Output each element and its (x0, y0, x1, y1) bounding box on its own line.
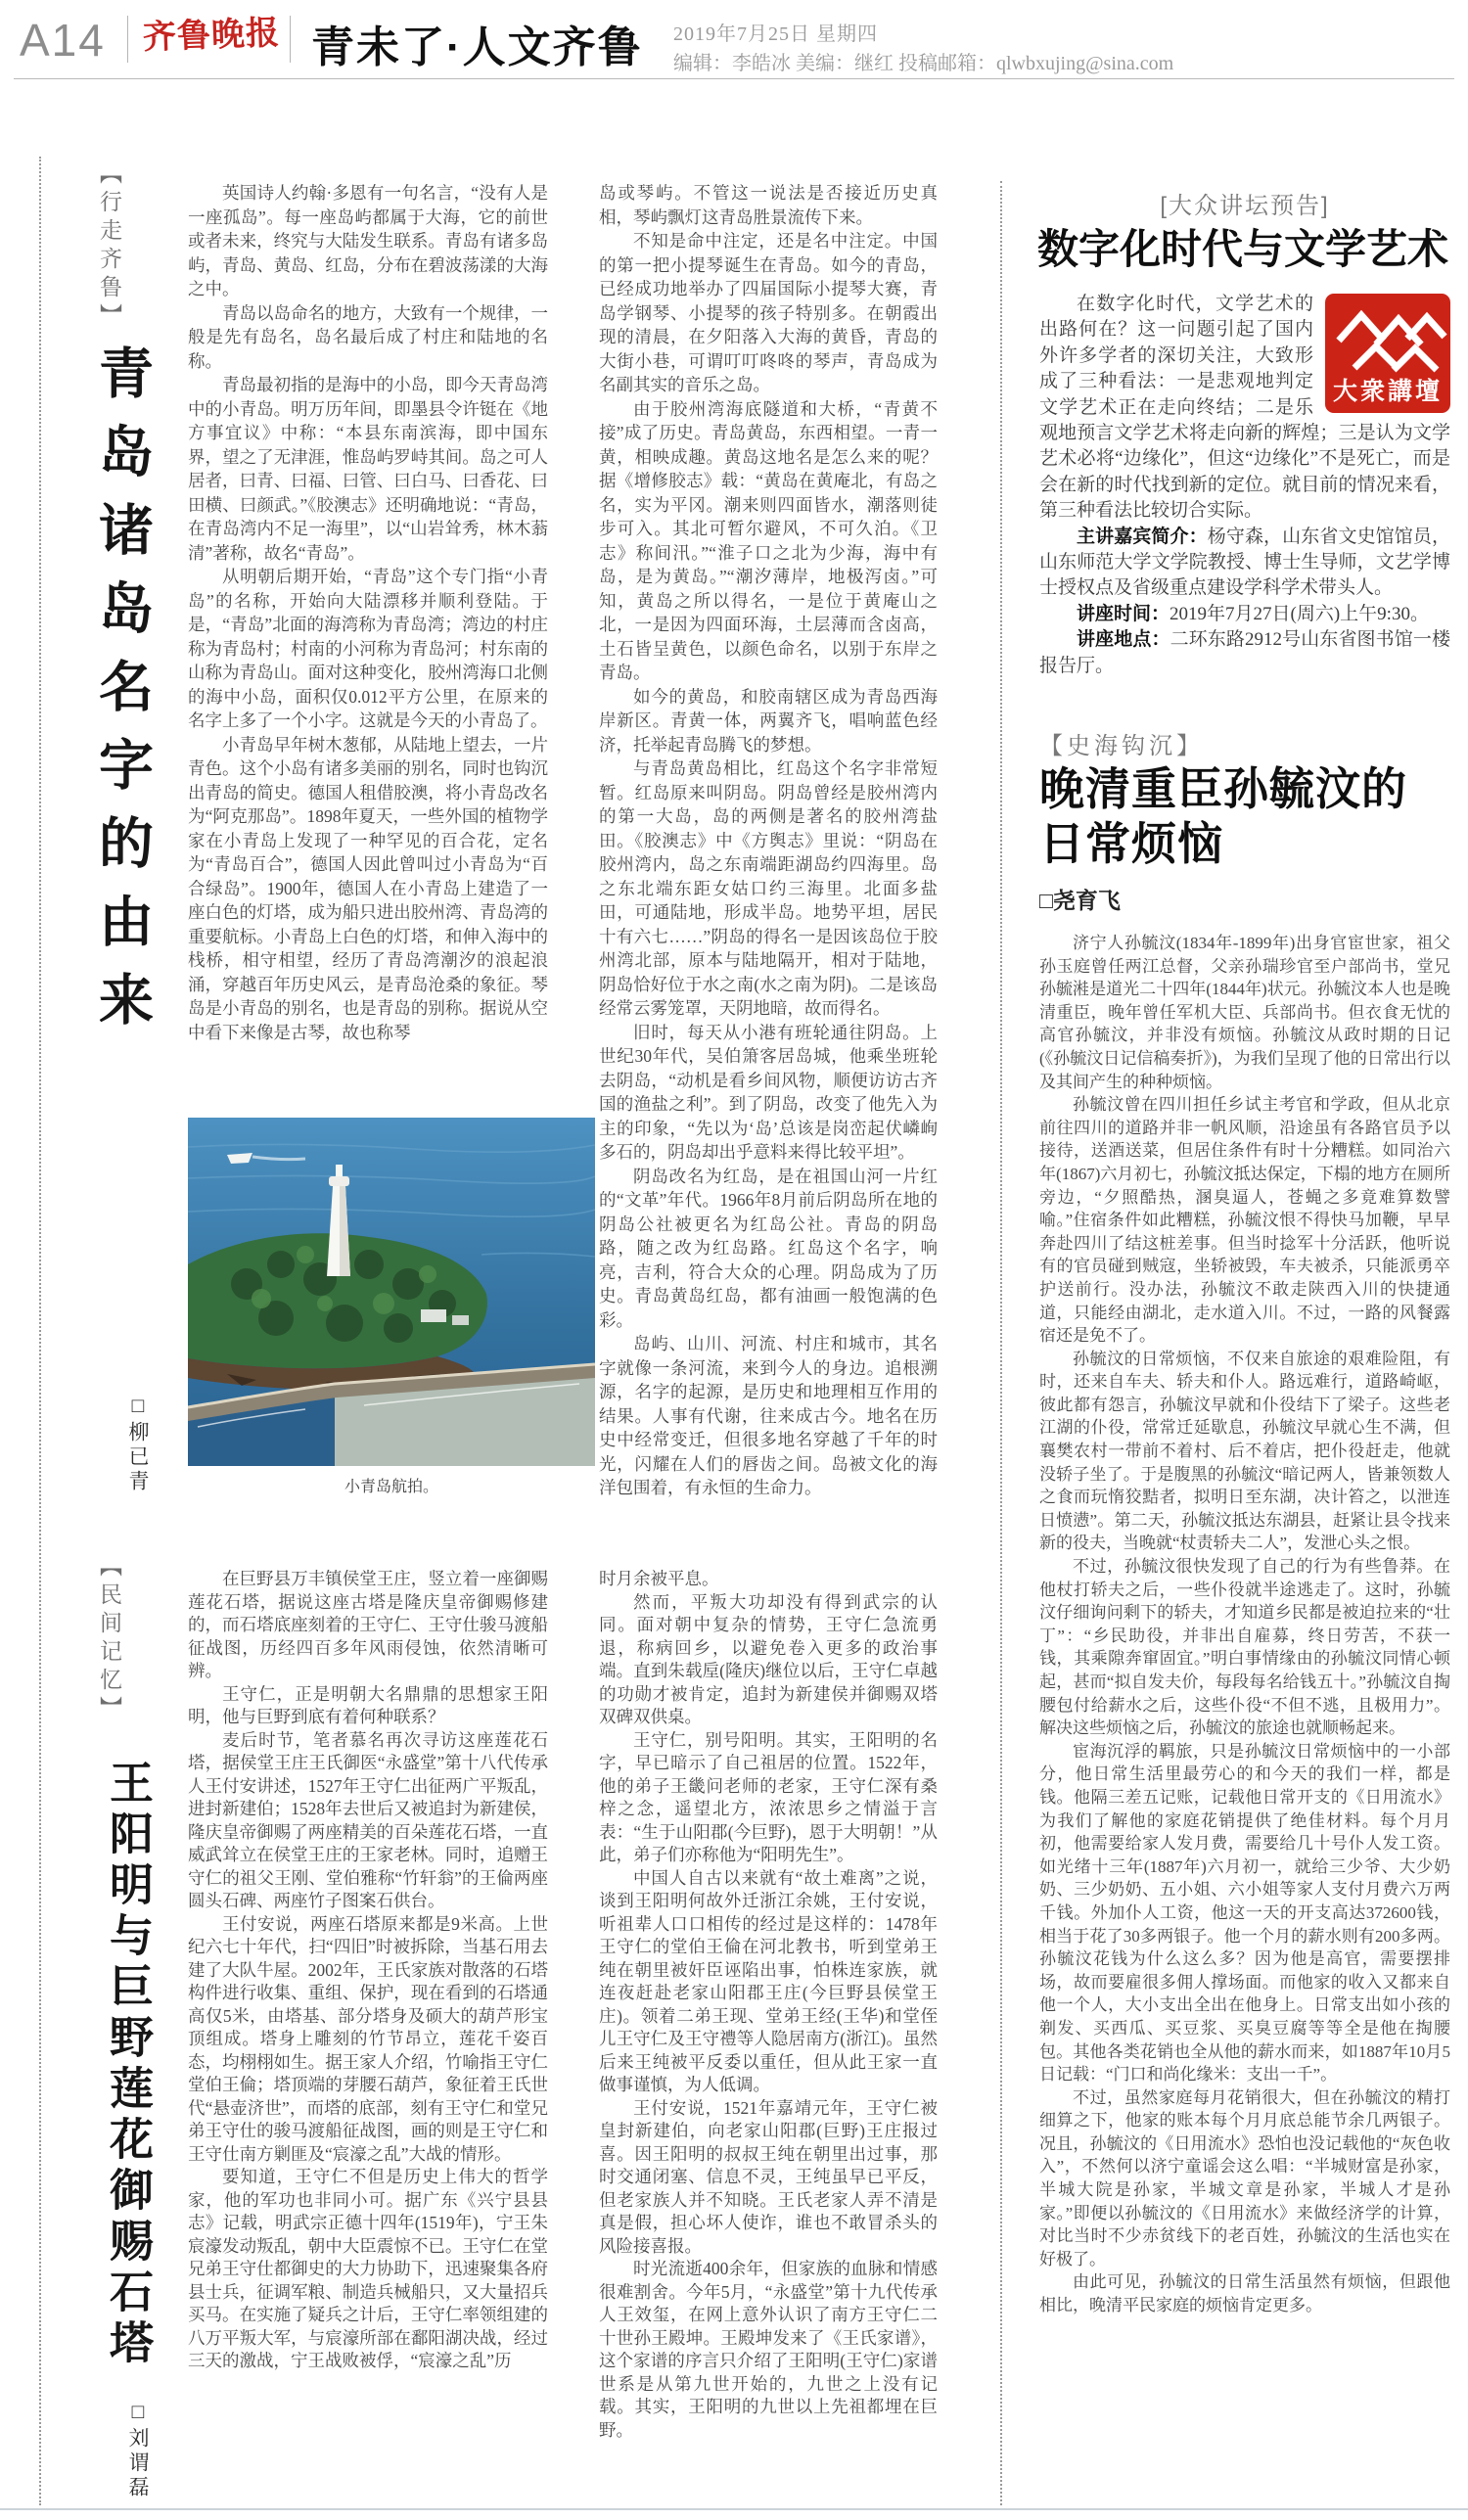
date-line: 2019年7月25日 星期四 (673, 23, 878, 45)
paragraph: 王付安说，两座石塔原来都是9米高。上世纪六七十年代，扫“四旧”时被拆除，当基石用去建了大队牛屋。2002年，王氏家族对散落的石塔构件进行收集、重组、保护，现在看到的石塔通高仅5米，由塔基、部分塔身及硕大的葫芦形宝顶组成。塔身上雕刻的竹节昂立，莲花千姿百态，均栩栩如生。据王家人介绍，竹喻指王守仁堂伯王倫；塔顶端的芽腰石葫芦，象征着王氏世代“悬壶济世”，而塔的底部，刻有王守仁和堂兄弟王守仕的骏马渡船征战图，画的则是王守仁和王守仕南方剿匪及“宸濠之乱”大战的情形。 (188, 1913, 548, 2164)
paragraph: 与青岛黄岛相比，红岛这个名字非常短暂。红岛原来叫阴岛。阴岛曾经是胶州湾内的第一大岛，岛的两侧是著名的胶州湾盐田。《胶澳志》中《方舆志》里说：“阴岛在胶州湾内，岛之东南端距湖岛约四海里。岛之东北端东距女姑口约三海里。北面多盐田，可通陆地，形成半岛。地势平坦，居民十有六七……”阴岛的得名一是因该岛位于胶州湾北部，原本与陆地隔开，相对于陆地，阴岛恰好位于水之南(水之南为阴)。二是该岛经常云雾笼罩，天阴地暗，故而得名。 (599, 758, 938, 1018)
paragraph: 从明朝后期开始，“青岛”这个专门指“小青岛”的名称，开始向大陆漂移并顺利登陆。于是，“青岛”北面的海湾称为青岛湾；湾边的村庄称为青岛村；村南的小河称为青岛河；村东南的山称为青岛山。面对这种变化，胶州湾海口北侧的海中小岛，面积仅0.012平方公里，在原来的名字上多了一个小字。这就是今天的小青岛了。 (188, 567, 548, 730)
lecture-time-line (1039, 602, 1450, 627)
lecture-place-line (1039, 627, 1450, 679)
page-number: A14 (20, 15, 106, 66)
lecture-speaker-line (1039, 525, 1450, 602)
page-bottom-rule (0, 2508, 1468, 2510)
islands-article-column-2 (599, 181, 938, 1535)
headline-qingdao-islands: 青岛诸岛名字的由来 (91, 344, 152, 1049)
paragraph: 岛屿、山川、河流、村庄和城市，其名字就像一条河流，来到今人的身边。追根溯源，名字的起源，是历史和地理相互作用的结果。人事有代谢，往来成古今。地名在历史中经常变迁，但很多地名穿越了千年的时光，闪耀在人们的唇齿之间。岛被文化的海洋包围着，有永恒的生命力。 (599, 1334, 938, 1497)
paragraph: 小青岛早年树木葱郁，从陆地上望去，一片青色。这个小岛有诸多美丽的别名，同时也钩沉出青岛的简史。德国人租借胶澳，将小青岛改名为“阿克那岛”。1898年夏天，一些外国的植物学家在小青岛上发现了一种罕见的百合花，定名为“青岛百合”，德国人因此曾叫过小青岛为“百合绿岛”。1900年，德国人在小青岛上建造了一座白色的灯塔，成为船只进出胶州湾、青岛湾的重要航标。小青岛上白色的灯塔，和伸入海中的栈桥，相守相望，经历了青岛湾潮汐的浪起浪涌，穿越百年历史风云，是青岛沧桑的象征。琴岛是小青岛的别名，也是青岛的别称。据说从空中看下来像是古琴，故也称琴 (188, 734, 548, 1042)
time-text: 2019年7月27日(周六)上午9:30。 (1170, 603, 1429, 624)
kicker-folk-memory: 【民间记忆】 (97, 1554, 122, 1724)
paragraph: 英国诗人约翰·多恩有一句名言，“没有人是一座孤岛”。每一座岛屿都属于大海，它的前世或者未来，终究与大陆发生联系。青岛有诸多岛屿，青岛、黄岛、红岛，分布在碧波荡漾的大海之中。 (188, 183, 548, 298)
paragraph: 孙毓汶曾在四川担任乡试主考官和学政，但从北京前往四川的道路并非一帆风顺，沿途虽有各路官员予以接待，送酒送菜，但居住条件有时十分糟糕。如同治六年(1867)六月初七，孙毓汶抵达保定，下榻的地方在厕所旁边，“夕照酷热，溷臭逼人，苍蝇之多竟难算数譬喻。”住宿条件如此糟糕，孙毓汶恨不得快马加鞭，早早奔赴四川了结这桩差事。但当时捻军十分活跃，他听说有的官员碰到贼寇，坐轿被毁，车夫被杀，只能派勇卒护送前行。没办法，孙毓汶不敢走陕西入川的快捷通道，只能经由湖北，走水道入川。不过，一路的风餐露宿还是免不了。 (1039, 1095, 1450, 1346)
speaker-text: 杨守森，山东省文史馆馆员，山东师范大学文学院教授、博士生导师，文艺学博士授权点及省级重点建设学科学术带头人。 (1039, 526, 1450, 599)
headline-wang-yangming-pagoda: 王阳明与巨野莲花御赐石塔 (103, 1760, 152, 2370)
byline-liu-yiqing: □柳已青 (126, 1394, 150, 1494)
paragraph: 时月余被平息。 (599, 1569, 719, 1588)
time-label: 讲座时间： (1077, 603, 1170, 624)
paragraph: 由此可见，孙毓汶的日常生活虽然有烦恼，但跟他相比，晚清平民家庭的烦恼肯定更多。 (1039, 2272, 1450, 2315)
paragraph: 王守仁，正是明朝大名鼎鼎的思想家王阳明，他与巨野到底有着何种联系？ (188, 1683, 548, 1726)
header-rule (14, 78, 1454, 79)
sun-article-body (1039, 932, 1450, 2503)
paragraph: 旧时，每天从小港有班轮通往阴岛。上世纪30年代，吴伯箫客居岛城，他乘坐班轮去阴岛，“动机是看乡间风物，顺便访访古齐国的渔盐之利”。到了阴岛，改变了他先入为主的印象，“先以为‘岛’总该是岗峦起伏嶙峋多石的，阴岛却出乎意料来得比较平坦”。 (599, 1022, 938, 1162)
paragraph: 时光流逝400余年，但家族的血脉和情感很难割舍。今年5月，“永盛堂”第十九代传承人王效玺，在网上意外认识了南方王守仁二十世孙王殿坤。王殿坤发来了《王氏家谱》，这个家谱的序言只介绍了王阳明(王守仁)家谱世系是从第九世开始的，九世之上没有记载。其实，王阳明的九世以上先祖都埋在巨野。 (599, 2259, 938, 2440)
paragraph: 阴岛改名为红岛，是在祖国山河一片红的“文革”年代。1966年8月前后阴岛所在地的阴岛公社被更名为红岛公社。青岛的阴岛路，随之改为红岛路。红岛这个名字，响亮，吉利，符合大众的心理。阴岛成为了历史。青岛黄岛红岛，都有油画一般饱满的色彩。 (599, 1166, 938, 1330)
aerial-photo (188, 1118, 595, 1466)
paragraph: 中国人自古以来就有“故土难离”之说，谈到王阳明何故外迁浙江余姚，王付安说，听祖辈人口口相传的经过是这样的：1478年王守仁的堂伯王倫在河北教书，听到堂弟王纯在朝里被奸臣诬陷出事，怕株连家族，就连夜赶赴老家山阳郡王庄(今巨野县侯堂王庄)。领着二弟王现、堂弟王经(王华)和堂侄儿王守仁及王守禮等人隐居南方(浙江)。虽然后来王纯被平反委以重任，但从此王家一直做事谨慎，为人低调。 (599, 1867, 938, 2094)
paragraph: 要知道，王守仁不但是历史上伟大的哲学家，他的军功也非同小可。据广东《兴宁县县志》记载，明武宗正德十四年(1519年)，宁王朱宸濠发动叛乱，朝中大臣震惊不已。王守仁在堂兄弟王守仕都御史的大力协助下，迅速聚集各府县士兵，征调军粮、制造兵械船只，又大量招兵买马。在实施了疑兵之计后，王守仁率领组建的八万平叛大军，与宸濠所部在鄱阳湖决战，经过三天的激战，宁王战败被俘，“宸濠之乱”历 (188, 2167, 548, 2370)
kicker-lecture-notice: [大众讲坛预告] (1160, 193, 1330, 219)
paragraph: 如今的黄岛，和胶南辖区成为青岛西海岸新区。青黄一体，两翼齐飞，唱响蓝色经济，托举起青岛腾飞的梦想。 (599, 686, 938, 755)
paragraph: 然而，平叛大功却没有得到武宗的认同。面对朝中复杂的情势，王守仁急流勇退，称病回乡，以避免卷入更多的政治事端。直到朱载垕(隆庆)继位以后，王守仁卓越的功勋才被肯定，追封为新建侯并御赐双塔双碑双供桌。 (599, 1591, 938, 1726)
paragraph: 王守仁，别号阳明。其实，王阳明的名字，早已暗示了自己祖居的位置。1522年，他的弟子王畿问老师的老家，王守仁深有桑梓之念，遥望北方，浓浓思乡之情溢于言表：“生于山阳郡(今巨野)，恩于大明朝！”从此，弟子们亦称他为“阳明先生”。 (599, 1729, 938, 1864)
headline-digital-age-literature: 数字化时代与文学艺术 (1037, 226, 1449, 272)
paragraph: 宦海沉浮的羁旅，只是孙毓汶日常烦恼中的一小部分，他日常生活里最劳心的和今天的我们一样，都是钱。他隔三差五记账，记载他日常开支的《日用流水》为我们了解他的家庭花销提供了绝佳材料。每个月月初，他需要给家人发月费，需要给几十号仆人发工资。如光绪十三年(1887年)六月初一，就给三少爷、大少奶奶、三少奶奶、五小姐、六小姐等家人支付月费六万两千钱。外加仆人工资，他这一天的开支高达372600钱，相当于花了30多两银子。他一个月的薪水则有200多两。孙毓汶花钱为什么这么多？因为他是高官，需要摆排场，故而要雇很多佣人撑场面。而他家的收入又都来自他一个人，大小支出全出在他身上。日常支出如小孩的剃发、买西瓜、买豆浆、买臭豆腐等等全是他在掏腰包。其他各类花销也全从他的薪水而来，如1887年10月5日记载：“门口和尚化缘米：支出一千”。 (1039, 1741, 1450, 2085)
islands-article-column-1 (188, 181, 548, 1109)
paragraph: 不过，虽然家庭每月花销很大，但在孙毓汶的精打细算之下，他家的账本每个月月底总能节余几两银子。况且，孙毓汶的《日用流水》恐怕也没记载他的“灰色收入”，不然何以济宁童谣会这么唱：“半城财富是孙家，半城大院是孙家，半城文章是孙家，半城人才是孙家。”即便以孙毓汶的《日用流水》来做经济学的计算，对比当时不少赤贫线下的老百姓，孙毓汶的生活也实在好极了。 (1039, 2087, 1450, 2268)
column-dotted-rule (1000, 181, 1002, 2505)
kicker-history-notes: 【史海钩沉】 (1039, 733, 1204, 759)
photo-caption: 小青岛航拍。 (344, 1479, 438, 1495)
headline-line-2: 日常烦恼 (1039, 818, 1223, 869)
place-text: 二环东路2912号山东省图书馆一楼报告厅。 (1039, 629, 1450, 676)
lecture-notice-body (1039, 292, 1450, 679)
paragraph: 由于胶州湾海底隧道和大桥，“青黄不接”成了历史。青岛黄岛，东西相望。一青一黄，相映成趣。黄岛这地名是怎么来的呢？据《增修胶志》载：“黄岛在黄庵北，有岛之名，实为平冈。潮来则四面皆水，潮落则徒步可入。其北可暂尔避风，不可久泊。《卫志》称间汛。”“淮子口之北为少海，海中有岛，是为黄岛。”“潮汐薄岸，地极泻卤。”可知，黄岛之所以得名，一是位于黄庵山之北，一是因为四面环海，土层薄而含卤高，土石皆呈黄色，以颜色命名，以别于东岸之青岛。 (599, 398, 938, 682)
dazhong-forum-seal (1325, 294, 1450, 413)
paragraph: 孙毓汶的日常烦恼，不仅来自旅途的艰难险阻，有时，还来自车夫、轿夫和仆人。路远难行，道路崎岖，彼此都有怨言，孙毓汶早就和仆役结下了梁子。这些老江湖的仆役，常常迁延歇息，孙毓汶早就心生不满，但襄樊农村一带前不着村、后不着店，把仆役赶走，他就没轿子坐了。于是腹黑的孙毓汶“暗记两人，皆兼领数人之食而玩惰狡黠者，拟明日至东湖，决计笞之，以泄连日愤懑”。第二天，孙毓汶抵达东湖县，赶紧让县令找来新的役夫，当晚就“杖责轿夫二人”，发泄心头之恨。 (1039, 1349, 1450, 1553)
masthead-logo: 齐鲁晚报 (142, 15, 281, 57)
wang-article-column-1 (188, 1568, 548, 2503)
paragraph: 青岛最初指的是海中的小岛，即今天青岛湾中的小青岛。明万历年间，即墨县令许铤在《地方事宜议》中称：“本县东南滨海，即中国东界，望之了无津涯，惟岛屿罗峙其间。岛之可人居者，曰青、曰福、曰管、曰白马、曰香花、曰田横、曰颜武。”《胶澳志》还明确地说：“青岛，在青岛湾内不足一海里”，以“山岩耸秀，林木蓊清”著称，故名“青岛”。 (188, 375, 548, 563)
section-title: 青未了·人文齐鲁 (311, 23, 643, 71)
paragraph: 青岛以岛命名的地方，大致有一个规律，一般是先有岛名，岛名最后成了村庄和陆地的名称。 (188, 302, 548, 371)
left-dotted-rule (39, 157, 41, 2505)
byline-liu-weilei: □刘谓磊 (126, 2400, 150, 2500)
header-divider (290, 16, 291, 63)
kicker-walking-qilu: 【行走齐鲁】 (97, 161, 122, 332)
headline-sun-yuwen (1039, 761, 1450, 871)
seal-graphic (1325, 294, 1450, 413)
paragraph: 岛或琴屿。不管这一说法是否接近历史真相，琴屿飘灯这青岛胜景流传下来。 (599, 183, 938, 227)
speaker-label: 主讲嘉宾简介： (1077, 526, 1208, 547)
paragraph: 济宁人孙毓汶(1834年-1899年)出身官宦世家，祖父孙玉庭曾任两江总督，父亲孙瑞珍官至户部尚书，堂兄孙毓溎是道光二十四年(1844年)状元。孙毓汶本人也是晚清重臣，晚年曾任军机大臣、兵部尚书。但衣食无忧的高官孙毓汶，并非没有烦恼。孙毓汶从政时期的日记(《孙毓汶日记信稿奏折》)，为我们呈现了他的日常出行以及其间产生的种种烦恼。 (1039, 934, 1450, 1091)
seal-text: 大衆講壇 (1332, 378, 1444, 405)
header-divider (127, 16, 128, 63)
headline-line-1: 晚清重臣孙毓汶的 (1039, 763, 1407, 814)
paragraph: 在巨野县万丰镇侯堂王庄，竖立着一座御赐莲花石塔，据说这座古塔是隆庆皇帝御赐修建的，而石塔底座刻着的王守仁、王守仕骏马渡船征战图，历经四百多年风雨侵蚀，依然清晰可辨。 (188, 1569, 548, 1680)
paragraph: 王付安说，1521年嘉靖元年，王守仁被皇封新建伯，向老家山阳郡(巨野)王庄报过喜。因王阳明的叔叔王纯在朝里出过事，那时交通闭塞、信息不灵，王纯虽早已平反，但老家族人并不知晓。王氏老家人弄不清是真是假，担心坏人使诈，谁也不敢冒杀头的风险接喜报。 (599, 2097, 938, 2256)
paragraph: 不知是命中注定，还是名中注定。中国的第一把小提琴诞生在青岛。如今的青岛，已经成功地举办了四届国际小提琴大赛，青岛学钢琴、小提琴的孩子特别多。在朝霞出现的清晨，在夕阳落入大海的黄昏，青岛的大街小巷，可谓叮叮咚咚的琴声，青岛成为名副其实的音乐之岛。 (599, 231, 938, 394)
place-label: 讲座地点： (1077, 629, 1170, 651)
wang-article-column-2 (599, 1568, 938, 2503)
aerial-photo-graphic (188, 1118, 595, 1466)
lecture-intro: 在数字化时代，文学艺术的出路何在？这一问题引起了国内外许多学者的深切关注，大致形成了三种看法：一是悲观地判定文学艺术正在走向终结；二是乐观地预言文学艺术将走向新的辉煌；三是认为文学艺术必将“边缘化”，但这“边缘化”不是死亡，而是会在新的时代找到新的定位。就目前的情况来看，第三种看法比较切合实际。 (1039, 294, 1450, 522)
paragraph: 麦后时节，笔者慕名再次寻访这座莲花石塔，据侯堂王庄王氏御医“永盛堂”第十八代传承人王付安讲述，1527年王守仁出征两广平叛乱，进封新建伯；1528年去世后又被追封为新建侯，隆庆皇帝御赐了两座精美的百朵莲花石塔，一直威武耸立在侯堂王庄的王家老林。同时，追赠王守仁的祖父王刚、堂伯雅称“竹轩翁”的王倫两座圆头石碑、两座竹子图案石供台。 (188, 1729, 548, 1910)
byline-yao-yufei: □尧育飞 (1039, 888, 1121, 913)
paragraph: 不过，孙毓汶很快发现了自己的行为有些鲁莽。在他杖打轿夫之后，一些仆役就半途逃走了。这时，孙毓汶仔细询问剩下的轿夫，才知道乡民都是被迫拉来的“壮丁”：“乡民助役，并非出自雇募，终日劳苦，不获一钱，其乘隙奔窜固宜。”明白事情缘由的孙毓汶同情心顿起，甚而“拟自发夫价，每段每名给钱五十。”孙毓汶自掏腰包付给薪水之后，这些仆役“不但不逃，且极用力”。解决这些烦恼之后，孙毓汶的旅途也就顺畅起来。 (1039, 1557, 1450, 1738)
staff-line: 编辑：李皓冰 美编：继红 投稿邮箱：qlwbxujing@sina.com (673, 53, 1174, 74)
